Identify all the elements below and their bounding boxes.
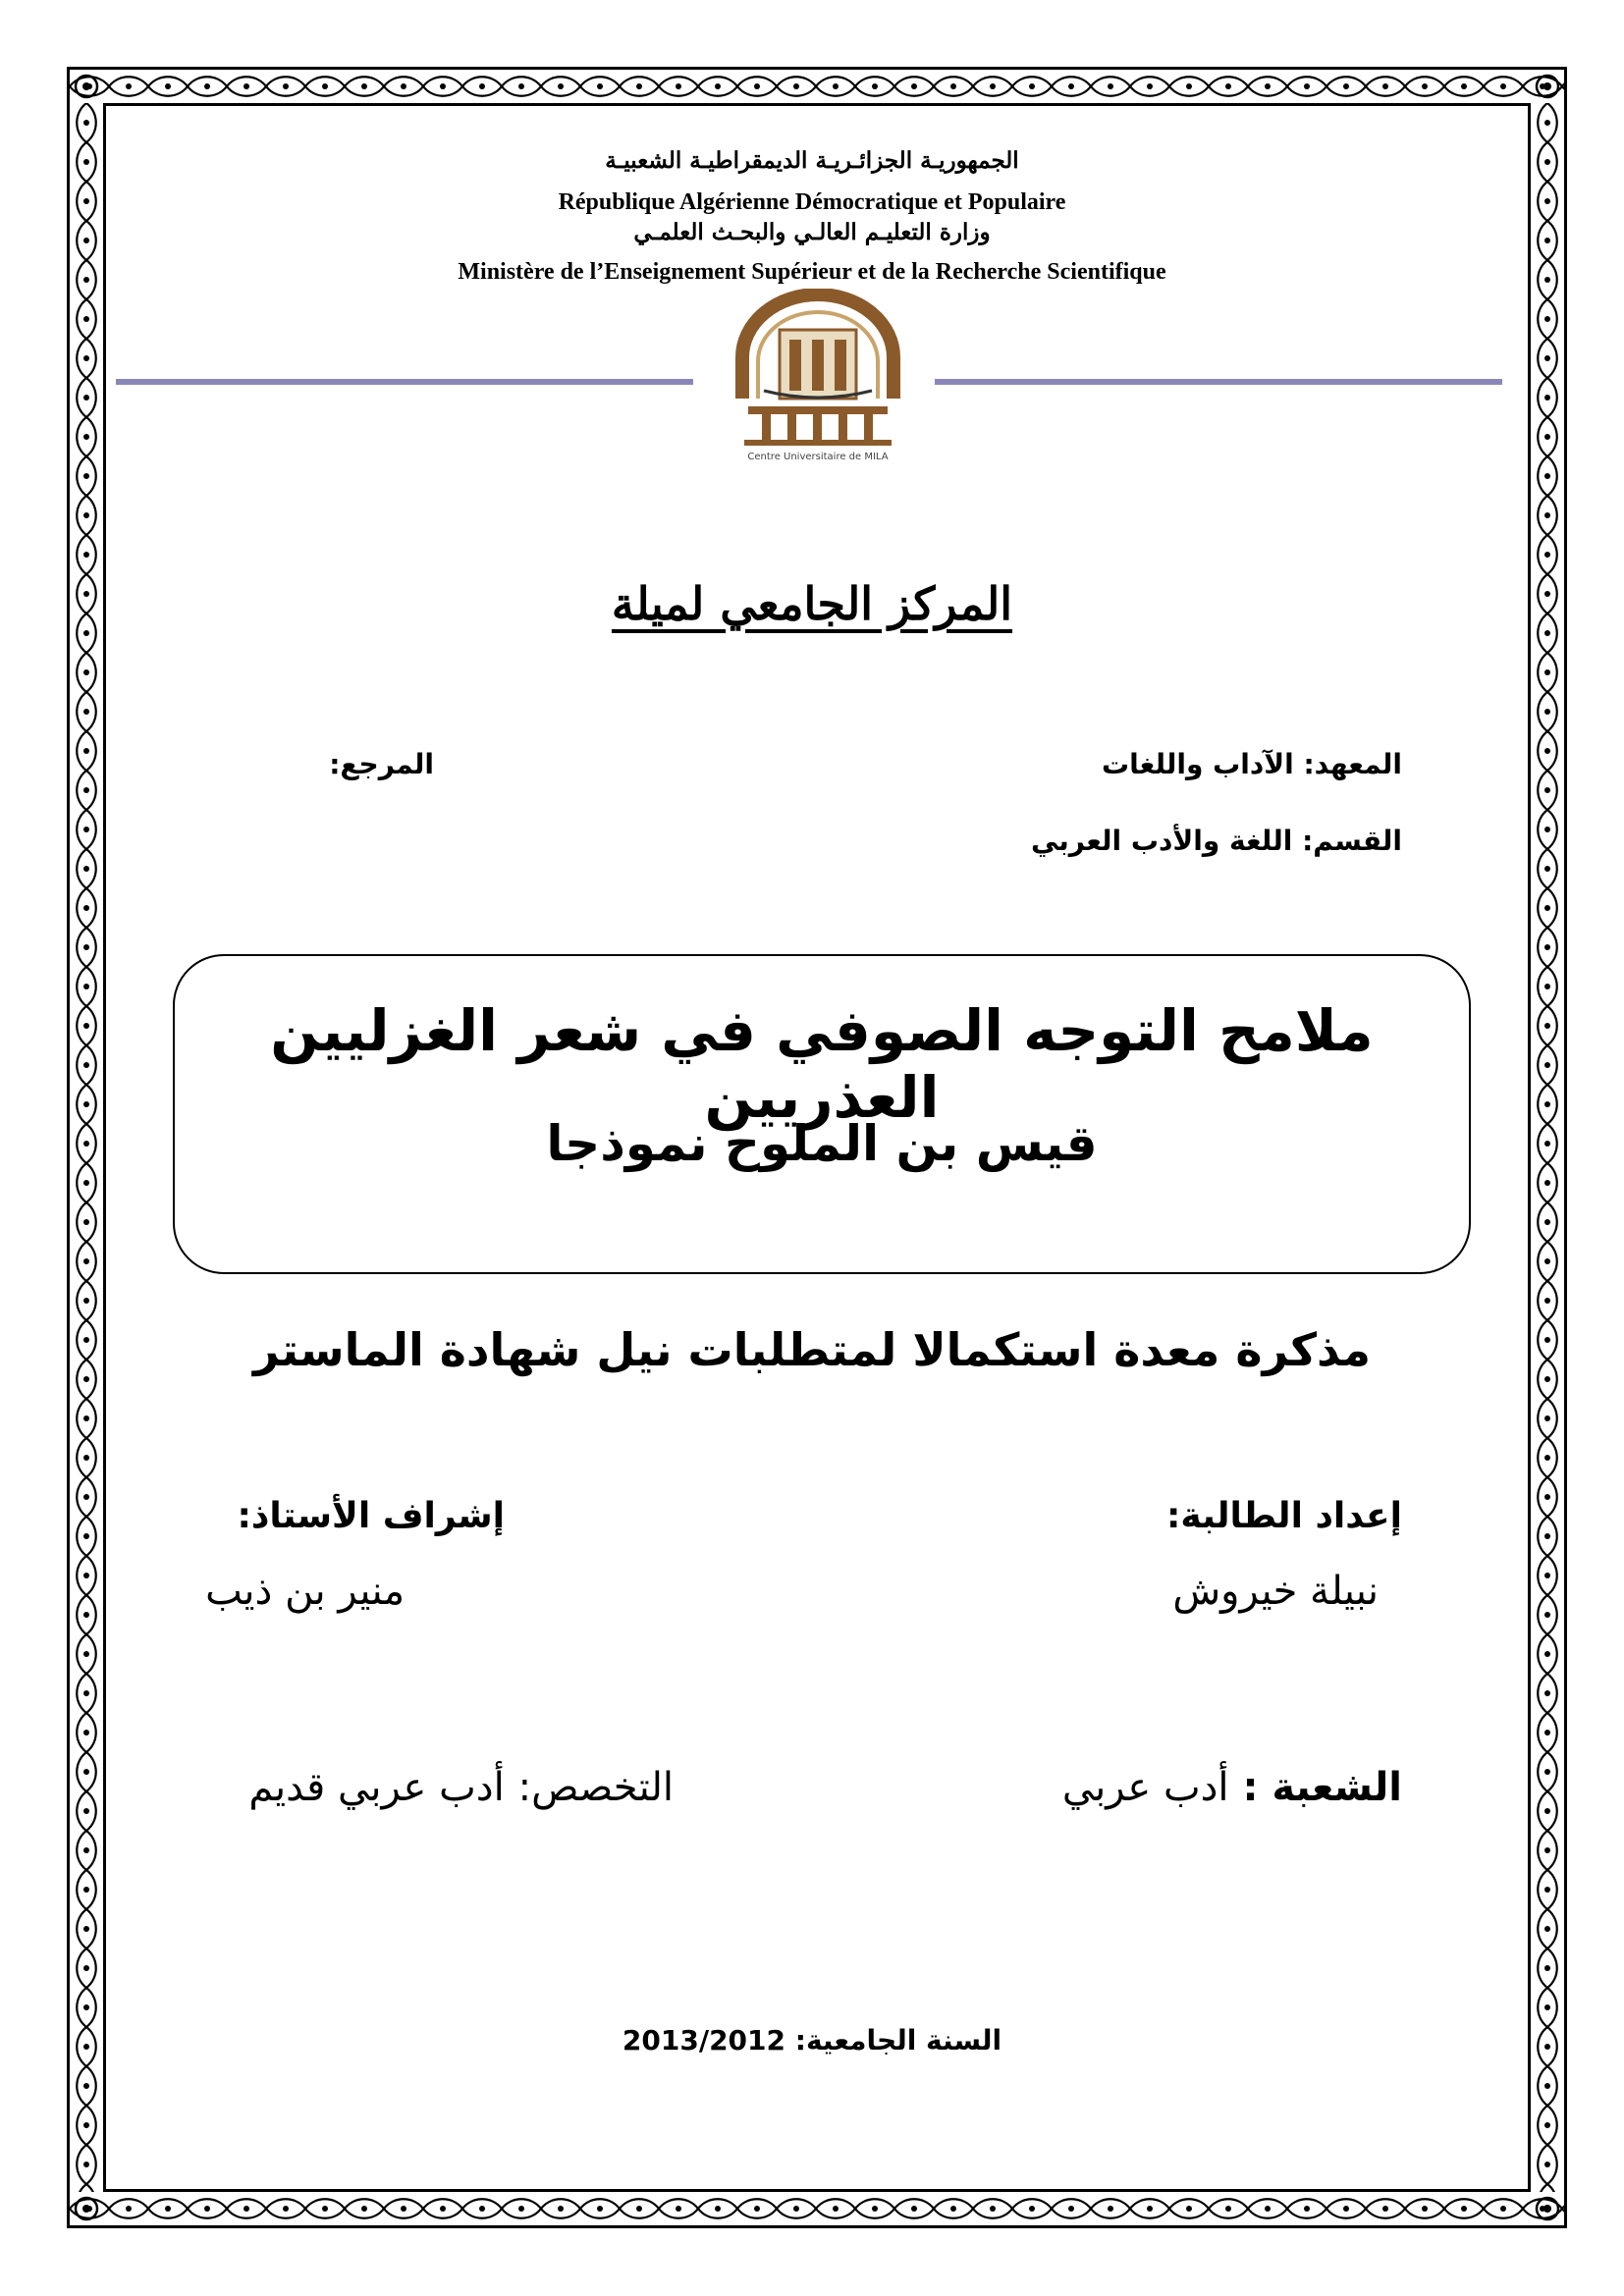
memo-statement: مذكرة معدة استكمالا لمتطلبات نيل شهادة الماستر	[252, 1323, 1371, 1376]
border-corner-ornament	[1531, 2192, 1564, 2225]
supervisor-name: منير بن ذيب	[205, 1569, 405, 1614]
branch-value: أدب عربي	[1061, 1765, 1229, 1810]
header-ministry-arabic: وزارة التعليـم العالـي والبحـث العلمـي	[633, 219, 991, 245]
specialty-label: التخصص:	[517, 1765, 674, 1810]
university-name: المركز الجامعي لميلة	[611, 577, 1013, 630]
header-rule-left	[116, 379, 693, 385]
branch-line	[1062, 1765, 1402, 1810]
thesis-subtitle: قيس بن الملوح نموذجا	[546, 1115, 1098, 1172]
department-label: القسم:	[1302, 825, 1402, 857]
specialty-value: أدب عربي قديم	[248, 1765, 505, 1810]
specialty-line	[248, 1765, 674, 1810]
border-band-left	[70, 103, 103, 2192]
academic-year-label: السنة الجامعية:	[794, 2024, 1002, 2056]
logo-caption: Centre Universitaire de MILA	[747, 452, 889, 462]
department-line	[1031, 825, 1402, 857]
border-corner-ornament	[70, 2192, 103, 2225]
academic-year	[0, 2024, 1624, 2056]
institute-line	[1102, 748, 1402, 780]
branch-label: الشعبة :	[1242, 1765, 1402, 1810]
institute-value: الآداب واللغات	[1102, 748, 1294, 780]
border-corner-ornament	[1531, 70, 1564, 103]
student-name: نبيلة خيروش	[1172, 1569, 1379, 1614]
department-value: اللغة والأدب العربي	[1030, 825, 1293, 857]
header-republic-arabic: الجمهوريـة الجزائـريـة الديمقراطيـة الشعبيـة	[605, 147, 1019, 174]
academic-year-value: 2013/2012	[622, 2024, 785, 2056]
border-band-top	[70, 70, 1564, 103]
institute-label: المعهد:	[1303, 748, 1402, 780]
header-rule-right	[935, 379, 1502, 385]
header-ministry-french: Ministère de l’Enseignement Supérieur et de la Recherche Scientifique	[458, 259, 1166, 285]
thesis-title: ملامح التوجه الصوفي في شعر الغزليين العذريين	[270, 997, 1374, 1131]
border-corner-ornament	[70, 70, 103, 103]
reference-label: المرجع:	[329, 748, 434, 780]
border-band-right	[1531, 103, 1564, 2192]
university-logo	[725, 289, 911, 467]
student-label: إعداد الطالبة:	[1166, 1496, 1402, 1536]
thesis-title-box	[173, 954, 1471, 1274]
border-band-bottom	[70, 2192, 1564, 2225]
supervisor-label: إشراف الأستاذ:	[237, 1496, 505, 1536]
header-republic-french: République Algérienne Démocratique et Populaire	[558, 189, 1066, 215]
